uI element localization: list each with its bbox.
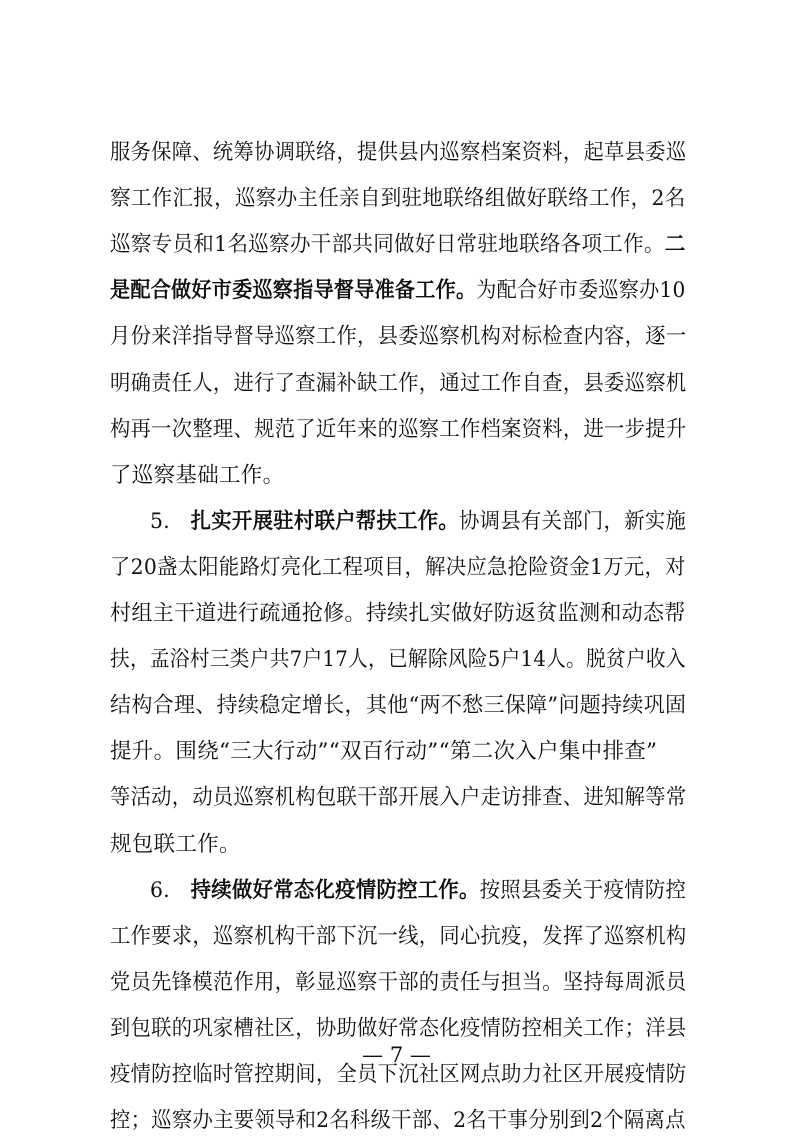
text-line [110, 1101, 686, 1141]
text-run: 到包联的巩家槽社区，协助做好常态化疫情防控相关工作；洋县 [110, 1016, 687, 1041]
text-line [110, 640, 686, 680]
text-line [110, 732, 686, 772]
text-run: 工作要求，巡察机构干部下沉一线，同心抗疫，发挥了巡察机构 [110, 924, 687, 949]
text-run: 了巡察基础工作。 [110, 463, 285, 488]
text-line [110, 686, 687, 726]
text-run: 巡察专员和1名巡察办干部共同做好日常驻地联络各项工作。 [110, 232, 665, 257]
text-line [110, 317, 687, 357]
section-number: 5. [150, 509, 191, 534]
section-heading-line [150, 871, 687, 911]
text-line [110, 133, 687, 173]
text-line [110, 410, 687, 450]
text-line [110, 225, 686, 265]
bold-text-run: 二 [664, 232, 686, 257]
section-number: 6. [150, 878, 191, 903]
text-line [110, 364, 687, 404]
text-run: 构再一次整理、规范了近年来的巡察工作档案资料，进一步提升 [110, 417, 687, 442]
section-heading: 扎实开展驻村联户帮扶工作。 [190, 509, 460, 534]
text-line [110, 778, 687, 818]
text-line [110, 548, 686, 588]
text-line [110, 917, 687, 957]
text-run: 月份来洋指导督导巡察工作，县委巡察机构对标检查内容，逐一 [110, 324, 687, 349]
text-run: 按照县委关于疫情防控 [479, 878, 687, 903]
text-run: 结构合理、持续稳定增长，其他“两不愁三保障”问题持续巩固 [110, 693, 687, 718]
text-run: 党员先锋模范作用，彰显巡察干部的责任与担当。坚持每周派员 [110, 970, 687, 995]
text-run: 协调县有关部门，新实施 [459, 509, 687, 534]
text-run: 疫情防控临时管控期间，全员下沉社区网点助力社区开展疫情防 [110, 1062, 687, 1087]
text-run: 村组主干道进行疏通抢修。持续扎实做好防返贫监测和动态帮 [110, 601, 686, 626]
section-heading: 持续做好常态化疫情防控工作。 [190, 878, 480, 903]
bold-text-run: 是配合做好市委巡察指导督导准备工作。 [110, 278, 477, 303]
text-run: 为配合好市委巡察办10 [476, 278, 686, 303]
text-line [110, 456, 686, 496]
section-heading-line [150, 502, 687, 542]
text-run: 扶，孟浴村三类户共7户17人，已解除风险5户14人。脱贫户收入 [110, 647, 686, 672]
page-number: — 7 — [362, 1043, 431, 1067]
text-line [110, 594, 686, 634]
text-run: 明确责任人，进行了查漏补缺工作，通过工作自查，县委巡察机 [110, 371, 687, 396]
text-line [110, 825, 686, 865]
text-run: 规包联工作。 [110, 832, 241, 857]
text-run: 服务保障、统筹协调联络，提供县内巡察档案资料，起草县委巡 [110, 140, 687, 165]
text-run: 提升。围绕“三大行动”“双百行动”“第二次入户集中排查” [110, 739, 658, 764]
text-run: 等活动，动员巡察机构包联干部开展入户走访排查、进知解等常 [110, 785, 687, 810]
text-run: 了20盏太阳能路灯亮化工程项目，解决应急抢险资金1万元，对 [110, 555, 686, 580]
text-run: 控；巡察办主要领导和2名科级干部、2名干事分别到2个隔离点 [110, 1108, 686, 1133]
text-line [110, 179, 686, 219]
text-line [110, 963, 687, 1003]
text-run: 察工作汇报，巡察办主任亲自到驻地联络组做好联络工作，2名 [110, 186, 686, 211]
text-line [110, 271, 686, 311]
